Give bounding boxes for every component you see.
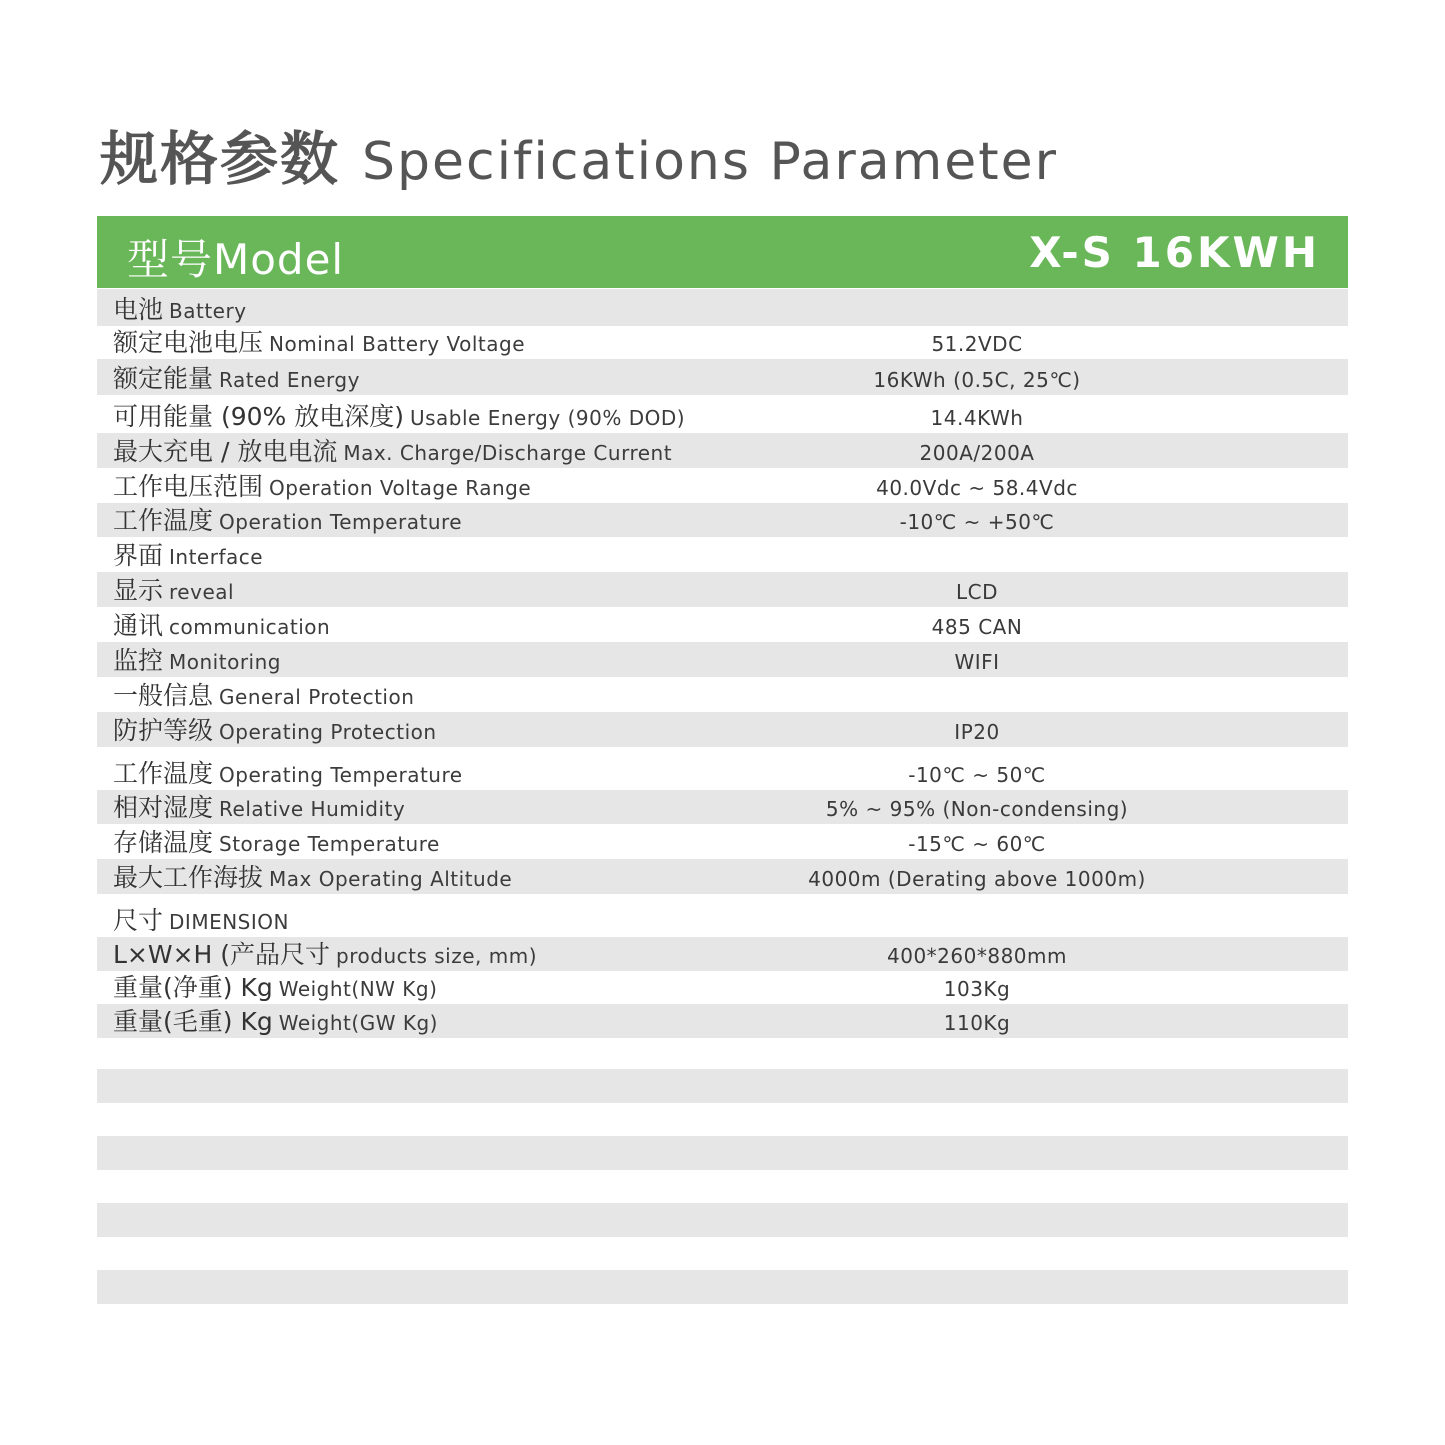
row-value: LCD	[955, 580, 999, 604]
table-row	[97, 433, 1348, 468]
row-label-zh: 工作温度	[113, 759, 214, 788]
row-label-zh: 工作电压范围	[113, 472, 264, 501]
spec-table	[97, 289, 1348, 1038]
page-title	[100, 125, 1059, 193]
row-value: 14.4KWh	[930, 406, 1024, 430]
row-label-en: General Protection	[219, 685, 415, 709]
table-row-section-interface	[97, 537, 1348, 572]
row-value: IP20	[954, 720, 1000, 744]
row-value: 51.2VDC	[931, 332, 1023, 356]
table-row	[97, 971, 1348, 1004]
row-value: -10℃ ~ +50℃	[899, 510, 1055, 534]
row-label-zh: L×W×H (产品尺寸	[113, 940, 331, 969]
table-row	[97, 859, 1348, 894]
model-label: 型号Model	[127, 235, 345, 284]
row-value: 16KWh (0.5C, 25℃)	[873, 368, 1081, 392]
empty-row-stripe	[97, 1069, 1348, 1103]
row-label-en: Max. Charge/Discharge Current	[343, 441, 673, 465]
table-row	[97, 607, 1348, 642]
row-label-zh: 最大工作海拔	[113, 863, 264, 892]
empty-row-stripe	[97, 1270, 1348, 1304]
row-label-zh: 监控	[113, 646, 164, 675]
row-label-en: Monitoring	[169, 650, 281, 674]
table-row	[97, 824, 1348, 859]
table-row	[97, 712, 1348, 747]
row-label-en: Relative Humidity	[219, 797, 406, 821]
row-label-zh: 额定能量	[113, 364, 214, 393]
table-row	[97, 326, 1348, 359]
row-value: 400*260*880mm	[887, 944, 1067, 968]
row-value: -15℃ ~ 60℃	[908, 832, 1046, 856]
table-row-section-battery	[97, 289, 1348, 326]
row-label-en: Operating Temperature	[219, 763, 463, 787]
row-value: 110Kg	[943, 1011, 1011, 1035]
row-value: 200A/200A	[919, 441, 1035, 465]
row-value: 4000m (Derating above 1000m)	[808, 867, 1146, 891]
row-label-zh: 重量(毛重) Kg	[113, 1007, 273, 1036]
row-value: 5% ~ 95% (Non-condensing)	[825, 797, 1129, 821]
table-row	[97, 790, 1348, 824]
row-label-en: DIMENSION	[169, 910, 289, 934]
page-title-en: Specifications Parameter	[362, 132, 1059, 192]
table-row	[97, 642, 1348, 677]
model-value: X-S 16KWH	[1029, 228, 1320, 277]
empty-row-stripe	[97, 1136, 1348, 1170]
model-header-bar	[97, 216, 1348, 288]
table-row-section-general	[97, 677, 1348, 712]
row-label-en: Storage Temperature	[219, 832, 440, 856]
empty-row-stripe	[97, 1203, 1348, 1237]
row-label-en: Weight(GW Kg)	[278, 1011, 438, 1035]
table-row	[97, 359, 1348, 395]
row-label-zh: 显示	[113, 576, 164, 605]
row-label-en: Nominal Battery Voltage	[269, 332, 525, 356]
row-label-zh: 通讯	[113, 611, 164, 640]
row-label-zh: 电池	[113, 295, 164, 324]
row-label-zh: 可用能量 (90% 放电深度)	[113, 402, 404, 431]
table-row	[97, 468, 1348, 503]
row-label-en: Operation Temperature	[219, 510, 463, 534]
row-label-en: communication	[169, 615, 331, 639]
row-label-en: Rated Energy	[219, 368, 360, 392]
page-title-zh: 规格参数	[100, 125, 341, 193]
row-label-en: Interface	[169, 545, 264, 569]
row-label-en: Operation Voltage Range	[269, 476, 532, 500]
row-label-zh: 存储温度	[113, 828, 214, 857]
row-label-zh: 界面	[113, 541, 164, 570]
row-value: WIFI	[954, 650, 1000, 674]
table-row	[97, 747, 1348, 790]
row-label-en: reveal	[169, 580, 235, 604]
row-value: 40.0Vdc ~ 58.4Vdc	[876, 476, 1078, 500]
row-value: -10℃ ~ 50℃	[908, 763, 1046, 787]
row-label-zh: 防护等级	[113, 716, 214, 745]
row-value: 485 CAN	[931, 615, 1023, 639]
row-label-en: Battery	[169, 299, 247, 323]
row-label-zh: 重量(净重) Kg	[113, 973, 273, 1002]
table-row	[97, 1004, 1348, 1038]
table-row	[97, 503, 1348, 537]
row-label-zh: 工作温度	[113, 506, 214, 535]
row-label-en: products size, mm)	[336, 944, 538, 968]
row-label-zh: 相对湿度	[113, 793, 214, 822]
row-label-en: Usable Energy (90% DOD)	[409, 406, 686, 430]
row-label-en: Operating Protection	[219, 720, 437, 744]
row-value: 103Kg	[943, 977, 1011, 1001]
row-label-zh: 一般信息	[113, 681, 214, 710]
row-label-en: Max Operating Altitude	[269, 867, 513, 891]
table-row	[97, 937, 1348, 971]
table-row	[97, 572, 1348, 607]
row-label-en: Weight(NW Kg)	[278, 977, 438, 1001]
table-row-section-dimension	[97, 894, 1348, 937]
table-row	[97, 395, 1348, 433]
row-label-zh: 额定电池电压	[113, 328, 264, 357]
row-label-zh: 最大充电 / 放电电流	[113, 437, 338, 466]
row-label-zh: 尺寸	[113, 906, 164, 935]
